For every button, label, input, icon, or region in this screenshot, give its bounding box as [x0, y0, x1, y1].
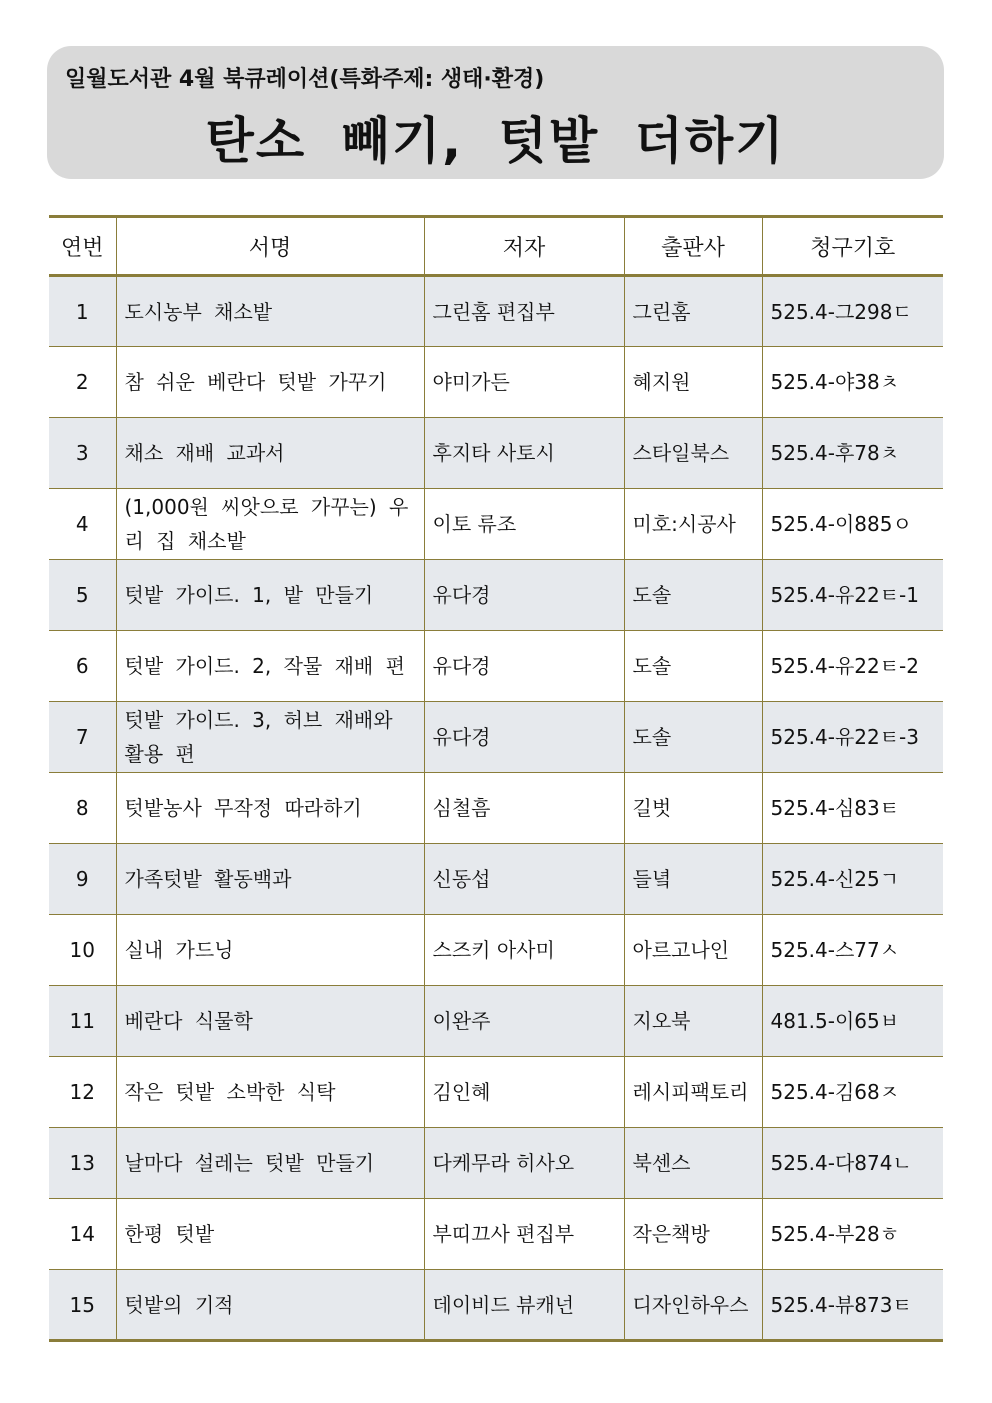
row-number: 2	[49, 347, 116, 418]
book-author: 다케무라 히사오	[424, 1128, 624, 1199]
book-title: (1,000원 씨앗으로 가꾸는) 우리 집 채소밭	[116, 489, 424, 560]
book-publisher: 도솔	[624, 560, 762, 631]
page-title: 탄소 빼기, 텃밭 더하기	[205, 112, 786, 170]
book-publisher: 디자인하우스	[624, 1270, 762, 1341]
book-call-number: 525.4-이885ㅇ	[762, 489, 943, 560]
table-row	[49, 276, 943, 347]
table-row	[49, 1270, 943, 1341]
table-row	[49, 418, 943, 489]
book-call-number: 525.4-부28ㅎ	[762, 1199, 943, 1270]
book-call-number: 481.5-이65ㅂ	[762, 986, 943, 1057]
book-list-table	[49, 215, 943, 1342]
book-title: 텃밭 가이드. 2, 작물 재배 편	[116, 631, 424, 702]
table-row	[49, 560, 943, 631]
row-number: 14	[49, 1199, 116, 1270]
book-title: 참 쉬운 베란다 텃밭 가꾸기	[116, 347, 424, 418]
book-author: 야미가든	[424, 347, 624, 418]
book-title: 텃밭의 기적	[116, 1270, 424, 1341]
column-header-no: 연번	[49, 217, 116, 276]
row-number: 4	[49, 489, 116, 560]
book-publisher: 들녘	[624, 844, 762, 915]
table-row	[49, 844, 943, 915]
table-body	[49, 276, 943, 1341]
book-author: 이토 류조	[424, 489, 624, 560]
table-row	[49, 1199, 943, 1270]
book-publisher: 북센스	[624, 1128, 762, 1199]
book-title: 작은 텃밭 소박한 식탁	[116, 1057, 424, 1128]
header-banner	[47, 46, 944, 179]
table-header-row	[49, 217, 943, 276]
book-author: 부띠끄사 편집부	[424, 1199, 624, 1270]
book-title: 가족텃밭 활동백과	[116, 844, 424, 915]
book-publisher: 미호:시공사	[624, 489, 762, 560]
book-publisher: 아르고나인	[624, 915, 762, 986]
book-call-number: 525.4-심83ㅌ	[762, 773, 943, 844]
book-author: 데이비드 뷰캐넌	[424, 1270, 624, 1341]
row-number: 7	[49, 702, 116, 773]
column-header-author: 저자	[424, 217, 624, 276]
book-title: 실내 가드닝	[116, 915, 424, 986]
book-author: 김인혜	[424, 1057, 624, 1128]
header-subtitle: 일월도서관 4월 북큐레이션(특화주제: 생태·환경)	[65, 67, 545, 92]
book-call-number: 525.4-다874ㄴ	[762, 1128, 943, 1199]
column-header-call-number: 청구기호	[762, 217, 943, 276]
book-call-number: 525.4-그298ㄷ	[762, 276, 943, 347]
book-publisher: 지오북	[624, 986, 762, 1057]
book-call-number: 525.4-야38ㅊ	[762, 347, 943, 418]
book-publisher: 도솔	[624, 631, 762, 702]
table-row	[49, 347, 943, 418]
table-row	[49, 631, 943, 702]
table-row	[49, 986, 943, 1057]
book-title: 텃밭 가이드. 3, 허브 재배와 활용 편	[116, 702, 424, 773]
book-author: 그린홈 편집부	[424, 276, 624, 347]
book-call-number: 525.4-유22ㅌ-3	[762, 702, 943, 773]
book-publisher: 레시피팩토리	[624, 1057, 762, 1128]
book-call-number: 525.4-신25ㄱ	[762, 844, 943, 915]
row-number: 6	[49, 631, 116, 702]
table-row	[49, 489, 943, 560]
column-header-title: 서명	[116, 217, 424, 276]
row-number: 15	[49, 1270, 116, 1341]
book-author: 이완주	[424, 986, 624, 1057]
row-number: 1	[49, 276, 116, 347]
book-publisher: 도솔	[624, 702, 762, 773]
table-row	[49, 1128, 943, 1199]
table-row	[49, 702, 943, 773]
row-number: 12	[49, 1057, 116, 1128]
book-publisher: 그린홈	[624, 276, 762, 347]
table-row	[49, 915, 943, 986]
row-number: 10	[49, 915, 116, 986]
book-author: 심철흠	[424, 773, 624, 844]
book-call-number: 525.4-뷰873ㅌ	[762, 1270, 943, 1341]
row-number: 11	[49, 986, 116, 1057]
book-title: 도시농부 채소밭	[116, 276, 424, 347]
row-number: 8	[49, 773, 116, 844]
row-number: 9	[49, 844, 116, 915]
book-author: 유다경	[424, 631, 624, 702]
book-author: 스즈키 아사미	[424, 915, 624, 986]
table-row	[49, 1057, 943, 1128]
book-title: 채소 재배 교과서	[116, 418, 424, 489]
book-call-number: 525.4-김68ㅈ	[762, 1057, 943, 1128]
book-author: 유다경	[424, 702, 624, 773]
book-title: 한평 텃밭	[116, 1199, 424, 1270]
book-title: 베란다 식물학	[116, 986, 424, 1057]
book-publisher: 혜지원	[624, 347, 762, 418]
column-header-publisher: 출판사	[624, 217, 762, 276]
book-call-number: 525.4-후78ㅊ	[762, 418, 943, 489]
row-number: 3	[49, 418, 116, 489]
book-call-number: 525.4-유22ㅌ-1	[762, 560, 943, 631]
book-title: 텃밭농사 무작정 따라하기	[116, 773, 424, 844]
book-publisher: 작은책방	[624, 1199, 762, 1270]
book-author: 신동섭	[424, 844, 624, 915]
row-number: 5	[49, 560, 116, 631]
book-call-number: 525.4-유22ㅌ-2	[762, 631, 943, 702]
book-publisher: 길벗	[624, 773, 762, 844]
book-title: 날마다 설레는 텃밭 만들기	[116, 1128, 424, 1199]
table-row	[49, 773, 943, 844]
book-publisher: 스타일북스	[624, 418, 762, 489]
book-author: 후지타 사토시	[424, 418, 624, 489]
book-author: 유다경	[424, 560, 624, 631]
book-call-number: 525.4-스77ㅅ	[762, 915, 943, 986]
row-number: 13	[49, 1128, 116, 1199]
book-title: 텃밭 가이드. 1, 밭 만들기	[116, 560, 424, 631]
